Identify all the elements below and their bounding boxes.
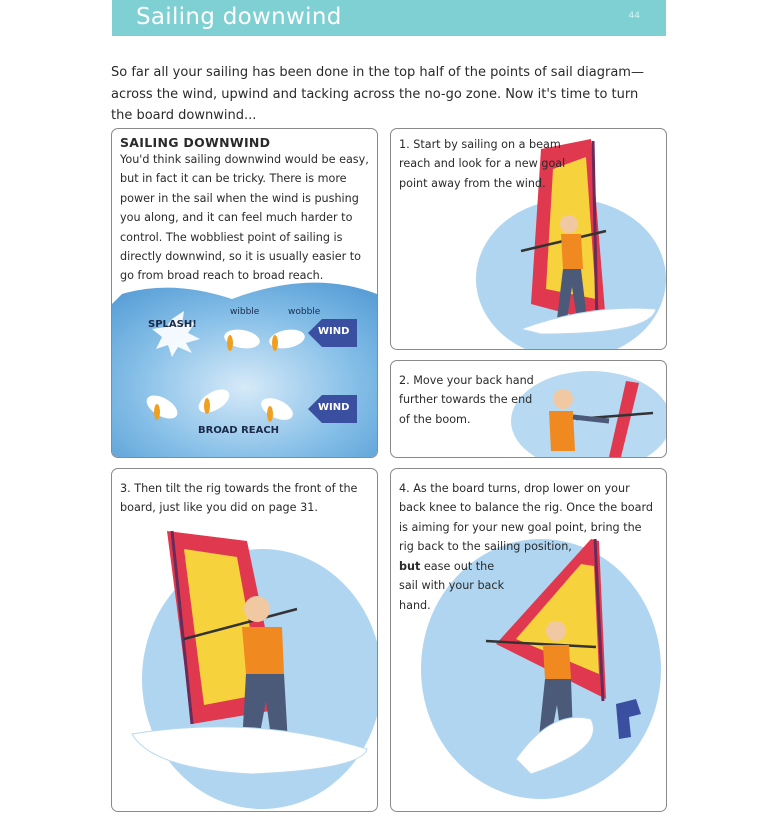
page-number: 44 [628,11,640,21]
step-4-text: 4. As the board turns, drop lower on your back knee to balance the rig. Once the board is aiming for your new goal point, bring the rig back to the sailing position, [399,482,653,554]
panel-step-2 [390,360,667,458]
panel-sailing-downwind [111,128,378,458]
section-heading: SAILING DOWNWIND [120,135,271,150]
step-1-text: 1. Start by sailing on a beam reach and look for a new goal point away from the wind. [399,138,566,190]
panel-step-4 [390,468,667,812]
wobble-label: wobble [288,307,321,317]
wind-label-top: WIND [318,326,350,337]
section-body: You'd think sailing downwind would be easy, but in fact it can be tricky. There is more power in the sail when the wind is pushing you along, and it can feel much harder to control. The wobbliest point of sailing is directly downwind, so it is usually easier to go from broad reach to broad reach. [120,153,369,283]
page-header [112,0,666,36]
splash-label: SPLASH! [148,319,197,330]
step-4-text-continued [399,557,509,615]
step-4-text-rest: ease out the sail with your back hand. [399,560,505,612]
wibble-label: wibble [230,307,260,317]
panel-step-3 [111,468,378,812]
page-title: Sailing downwind [136,4,342,30]
intro-paragraph: So far all your sailing has been done in the top half of the points of sail diagram—across the wind, upwind and tacking across the no-go zone. Now it's time to turn the board downwind... [111,65,644,123]
step-4-emphasis: but [399,560,421,573]
broad-reach-label: BROAD REACH [198,425,280,436]
windsurfer-illustration-3 [112,469,377,811]
panel-step-1 [390,128,667,350]
wind-label-bottom: WIND [318,402,350,413]
step-2-text: 2. Move your back hand further towards the end of the boom. [399,374,534,426]
step-3-text: 3. Then tilt the rig towards the front of the board, just like you did on page 31. [120,482,358,515]
